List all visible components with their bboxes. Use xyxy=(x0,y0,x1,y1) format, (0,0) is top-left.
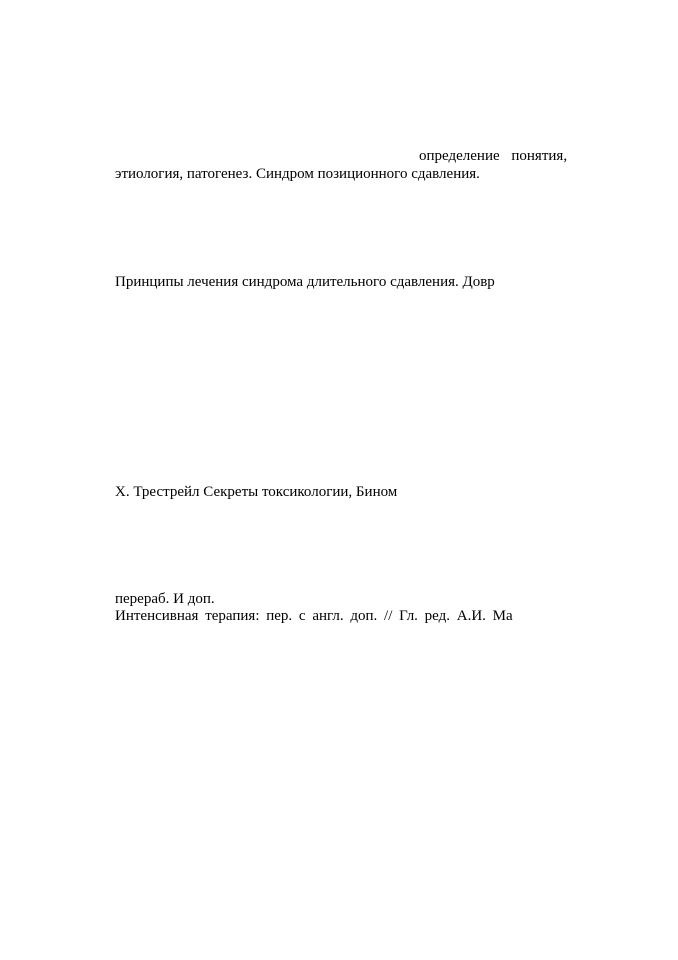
text-line-reference-trestrail: Х. Трестрейл Секреты токсикологии, Бином xyxy=(115,484,398,500)
text-line-definition: определение понятия, xyxy=(419,148,568,164)
text-line-intensive-therapy: Интенсивная терапия: пер. с англ. доп. // Гл. ред. А.И. Ма xyxy=(115,608,513,624)
text-line-etiology: этиология, патогенез. Синдром позиционного сдавления. xyxy=(115,166,480,182)
text-line-revised-edition: перераб. И доп. xyxy=(115,591,215,607)
text-line-treatment-principles: Принципы лечения синдрома длительного сдавления. Довр xyxy=(115,274,495,290)
